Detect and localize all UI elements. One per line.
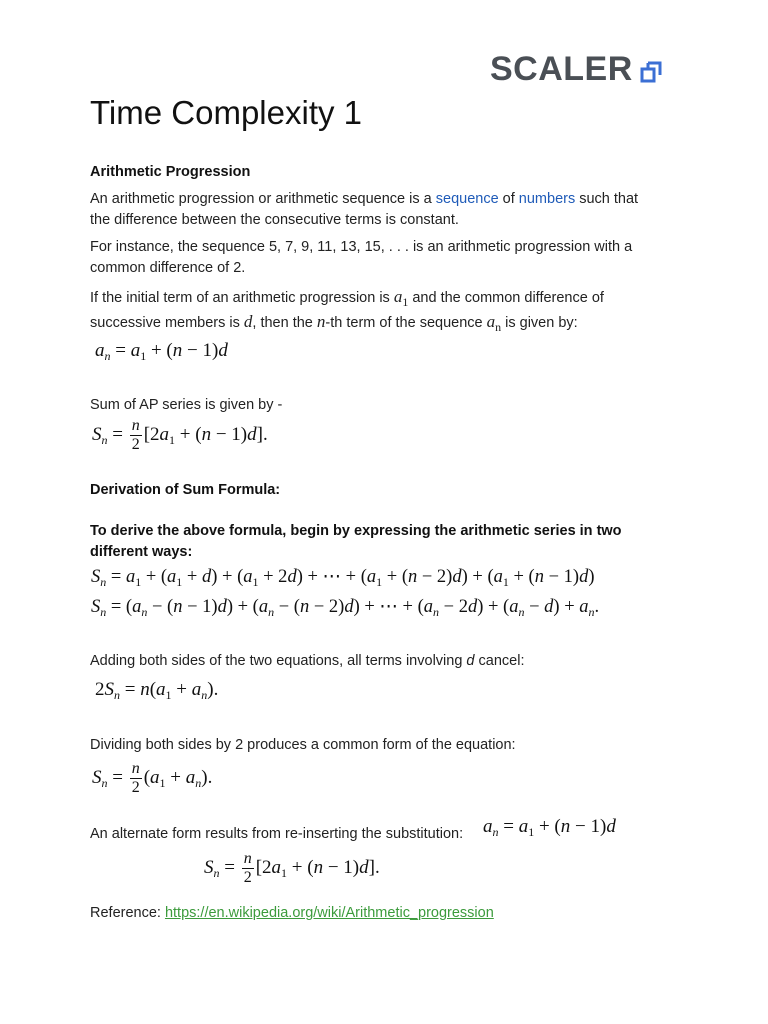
scaler-logo	[490, 50, 663, 89]
reference	[90, 903, 494, 924]
ap-definition-line1	[90, 189, 638, 210]
ap-definition-line2: the difference between the consecutive terms is constant.	[90, 212, 459, 228]
math-a1: $a_1$	[393, 287, 409, 309]
alternate-sum-formula: $S_n$ = $\frac{n}{2}$ $[2a_1 + (n - 1)d]$.	[204, 850, 380, 886]
section-heading-ap: Arithmetic Progression	[90, 164, 251, 180]
dividing-text: Dividing both sides by 2 produces a common form of the equation:	[90, 737, 516, 753]
scaler-logo-icon	[639, 57, 663, 83]
text: and the common difference of	[408, 290, 604, 306]
section-heading-derivation: Derivation of Sum Formula:	[90, 482, 281, 498]
ap-example-line2: common difference of 2.	[90, 260, 246, 276]
text: such that	[575, 191, 639, 207]
adding-text	[90, 651, 524, 672]
substitution-formula: $a_n = a_1 + (n - 1)d$	[483, 816, 616, 839]
reference-link[interactable]: https://en.wikipedia.org/wiki/Arithmetic_progression	[164, 905, 494, 921]
sum-formula: $S_n$ = $\frac{n}{2}$ $[2a_1 + (n - 1)d]$.	[92, 417, 268, 453]
ap-example-line1: For instance, the sequence 5, 7, 9, 11, 13, 15, . . . is an arithmetic progression with a	[90, 239, 633, 255]
text: If the initial term of an arithmetic progression is	[90, 290, 394, 306]
text: successive members is	[90, 315, 244, 331]
nth-term-line2	[90, 311, 578, 338]
math-an: $a_n$	[486, 312, 502, 334]
alternate-text: An alternate form results from re-inserting the substitution:	[90, 826, 464, 842]
nth-term-line1	[90, 286, 604, 313]
text: Adding both sides of the two equations, all terms involving	[90, 653, 467, 669]
common-form-formula: $S_n$ = $\frac{n}{2}$ $(a_1 + a_n)$.	[92, 760, 213, 796]
math-d: d	[243, 312, 253, 331]
math-n: n	[316, 312, 326, 331]
page-title: Time Complexity 1	[90, 94, 363, 131]
two-sn-formula: $2S_n = n(a_1 + a_n)$.	[95, 679, 219, 702]
text: cancel:	[474, 653, 525, 669]
sequence-link[interactable]: sequence	[435, 191, 499, 207]
text: is given by:	[501, 315, 578, 331]
text: An arithmetic progression or arithmetic sequence is a	[90, 191, 436, 207]
text: , then the	[252, 315, 317, 331]
derivation-intro-line2: different ways:	[90, 544, 193, 560]
reference-label: Reference:	[90, 905, 165, 921]
logo-text: SCALER	[490, 50, 633, 88]
text: of	[498, 191, 519, 207]
series-forward: $S_n = a_1 + (a_1 + d) + (a_1 + 2d)$ + ⋯ + $(a_1 + (n - 2)d) + (a_1 + (n - 1)d)$	[91, 567, 595, 589]
numbers-link[interactable]: numbers	[518, 191, 576, 207]
derivation-intro-line1: To derive the above formula, begin by expressing the arithmetic series in two	[90, 523, 622, 539]
series-backward: $S_n = (a_n - (n - 1)d) + (a_n - (n - 2)d)$ + ⋯ + $(a_n - 2d) + (a_n - d) + a_n$.	[91, 597, 600, 619]
sum-intro: Sum of AP series is given by -	[90, 397, 283, 413]
nth-term-formula: $a_n = a_1 + (n - 1)d$	[95, 340, 228, 363]
text: -th term of the sequence	[325, 315, 487, 331]
var-d: d	[466, 653, 475, 669]
